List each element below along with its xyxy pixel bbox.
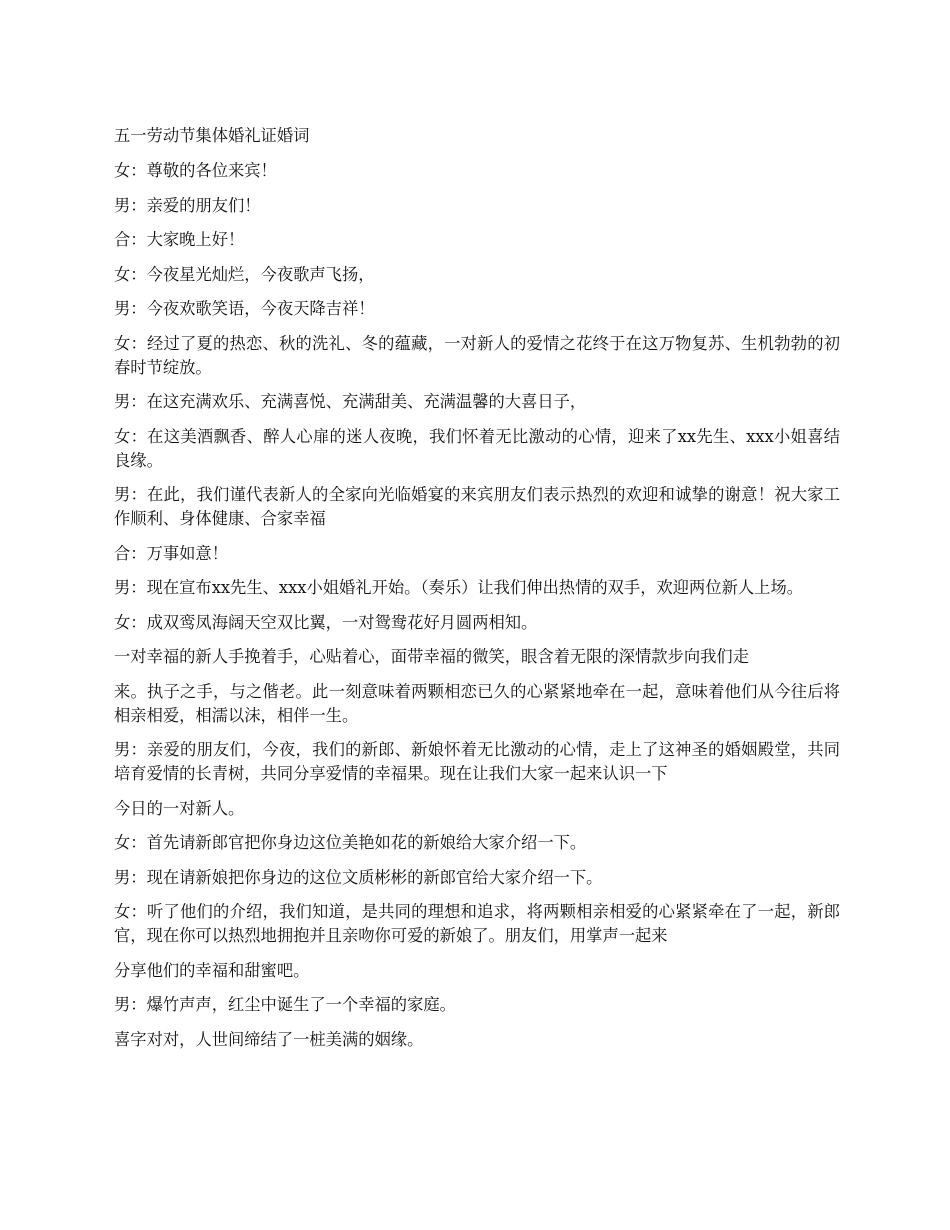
- paragraph: 合：大家晚上好！: [114, 230, 245, 249]
- paragraph: 女：在这美酒飘香、醉人心扉的迷人夜晚，我们怀着无比激动的心情，迎来了xx先生、xxx小姐喜结良缘。: [114, 426, 840, 470]
- paragraph: 合：万事如意！: [114, 543, 228, 563]
- document-body: [114, 124, 840, 1062]
- paragraph: 男：现在请新娘把你身边的这位文质彬彬的新郎官给大家介绍一下。: [114, 867, 603, 887]
- paragraph: 女：成双鸾凤海阔天空双比翼，一对鸳鸯花好月圆两相知。: [114, 612, 538, 632]
- paragraph: 男：亲爱的朋友们，今夜，我们的新郎、新娘怀着无比激动的心情，走上了这神圣的婚姻殿堂，共同培育爱情的长青树，共同分享爱情的幸福果。现在让我们大家一起来认识一下: [114, 740, 840, 783]
- paragraph: 一对幸福的新人手挽着手，心贴着心，面带幸福的微笑，眼含着无限的深情款步向我们走: [114, 647, 749, 666]
- paragraph: 女：经过了夏的热恋、秋的洗礼、冬的蕴藏，一对新人的爱情之花终于在这万物复苏、生机勃勃的初春时节绽放。: [114, 333, 840, 377]
- paragraph: 女：听了他们的介绍，我们知道，是共同的理想和追求，将两颗相亲相爱的心紧紧牵在了一起，新郎官，现在你可以热烈地拥抱并且亲吻你可爱的新娘了。朋友们，用掌声一起来: [114, 902, 840, 945]
- document-title: 五一劳动节集体婚礼证婚词: [114, 126, 310, 145]
- paragraph: 分享他们的幸福和甜蜜吧。: [114, 960, 310, 980]
- paragraph: 女：尊敬的各位来宾！: [114, 161, 277, 180]
- paragraph: 女：首先请新郎官把你身边这位美艳如花的新娘给大家介绍一下。: [114, 833, 587, 852]
- paragraph: 男：现在宣布xx先生、xxx小姐婚礼开始。（奏乐）让我们伸出热情的双手，欢迎两位新人上场。: [114, 578, 804, 597]
- paragraph: 男：今夜欢歌笑语，今夜天降吉祥！: [114, 299, 375, 318]
- paragraph: 男：在此，我们谨代表新人的全家向光临婚宴的来宾朋友们表示热烈的欢迎和诚挚的谢意！祝大家工作顺利、身体健康、合家幸福: [114, 485, 840, 528]
- paragraph: 女：今夜星光灿烂，今夜歌声飞扬，: [114, 264, 375, 284]
- paragraph: 男：亲爱的朋友们！: [114, 195, 261, 215]
- paragraph: 来。执子之手，与之偕老。此一刻意味着两颗相恋已久的心紧紧地牵在一起，意味着他们从今往后将相亲相爱，相濡以沫，相伴一生。: [114, 681, 840, 725]
- paragraph: 男：爆竹声声，红尘中诞生了一个幸福的家庭。: [114, 995, 456, 1014]
- paragraph: 今日的一对新人。: [114, 798, 245, 818]
- paragraph: 喜字对对，人世间缔结了一桩美满的姻缘。: [114, 1029, 424, 1049]
- paragraph: 男：在这充满欢乐、充满喜悦、充满甜美、充满温馨的大喜日子，: [114, 392, 587, 411]
